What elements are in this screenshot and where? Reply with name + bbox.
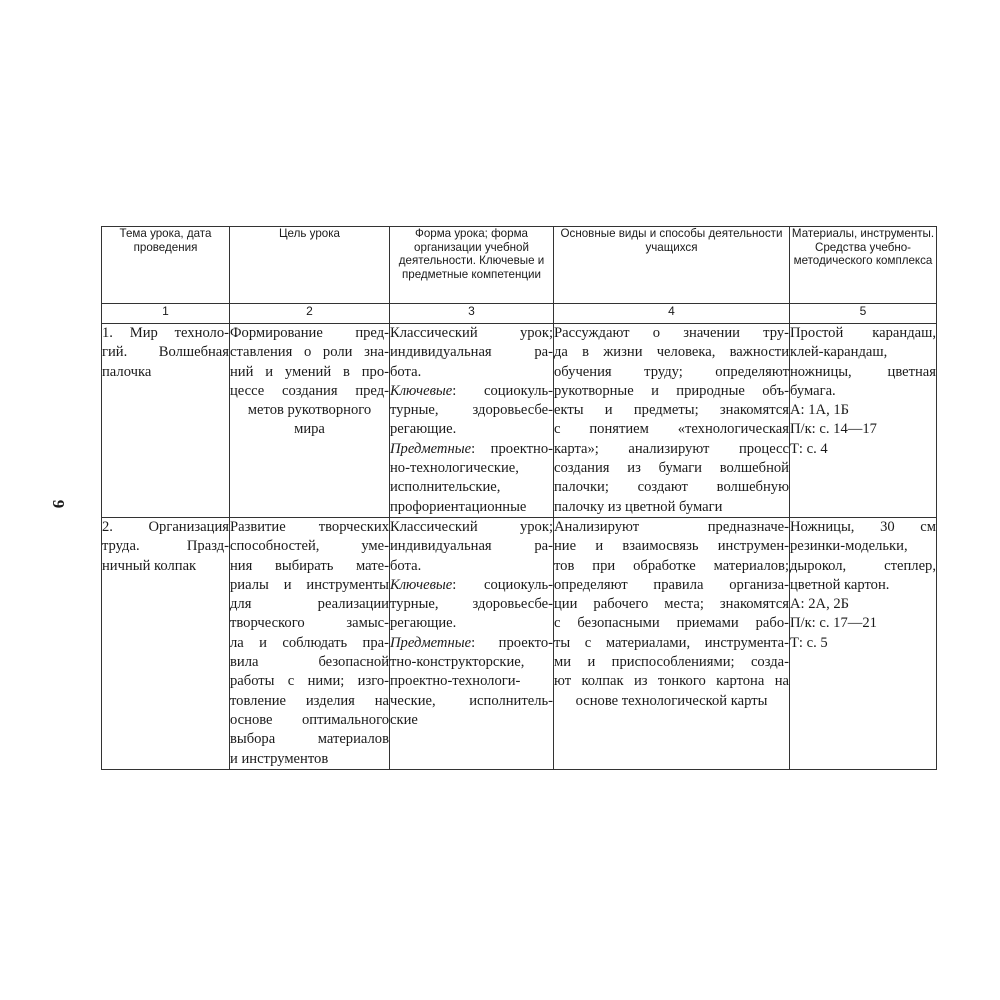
header-activities: Основные виды и способы деятельности учащихся <box>554 227 790 304</box>
text-line: ние и взаимосвязь инструмен- <box>554 538 789 555</box>
text-line <box>390 382 553 401</box>
cell-goal <box>230 324 390 518</box>
text-fragment: : социокуль- <box>452 576 553 593</box>
text-line: с безопасными приемами рабо- <box>554 615 789 632</box>
text-line: бота. <box>390 363 422 380</box>
text-line: ты с материалами, инструмента- <box>554 634 789 651</box>
text-line: профориентационные <box>390 498 527 515</box>
text-line: метов рукотворного <box>247 402 372 419</box>
cell-activities <box>554 517 790 769</box>
text-line: ла и соблюдать пра- <box>230 634 389 651</box>
text-line: индивидуальная ра- <box>390 538 553 555</box>
text-line: способностей, уме- <box>230 538 389 555</box>
text-line: творческого замыс- <box>230 615 389 632</box>
text-line: ют колпак из тонкого картона на <box>554 673 789 690</box>
text-line: Формирование пред- <box>230 325 389 341</box>
header-form: Форма урока; форма организации учебной деятельности. Ключевые и предметные компетенции <box>390 227 554 304</box>
text-line: Простой карандаш, <box>790 325 936 341</box>
text-line: работы с ними; изго- <box>230 673 389 690</box>
header-materials: Материалы, инструменты. Средства учебно-методического комплекса <box>790 227 937 304</box>
text-line: А: 2А, 2Б <box>790 596 850 613</box>
key-competence-label: Ключевые <box>390 382 453 399</box>
table-row <box>102 517 937 769</box>
text-line: П/к: с. 17—21 <box>790 615 877 632</box>
cell-materials <box>790 324 937 518</box>
text-line: проектно-технологи- <box>390 673 521 690</box>
text-fragment: : проекто- <box>471 634 553 651</box>
text-line: тов при обработке материалов; <box>554 557 789 574</box>
text-line: гий. Волшебная <box>102 344 229 361</box>
column-number: 1 <box>102 304 230 324</box>
cell-topic <box>102 517 230 769</box>
cell-topic <box>102 324 230 518</box>
text-line: ские <box>390 711 418 728</box>
text-line: ния выбирать мате- <box>230 557 389 574</box>
text-line <box>390 634 553 653</box>
text-line: Развитие творческих <box>230 518 389 535</box>
table-header-row <box>102 227 937 304</box>
text-line: мира <box>294 421 325 438</box>
text-line: тно-конструкторские, <box>390 654 525 671</box>
text-line: ножницы, цветная <box>790 363 936 380</box>
text-line: дырокол, степлер, <box>790 557 936 574</box>
text-line <box>390 440 553 459</box>
text-line: ции рабочего места; знакомятся <box>554 596 789 613</box>
text-line: резинки-модельки, <box>790 538 908 555</box>
text-line: регающие. <box>390 615 457 632</box>
text-line: риалы и инструменты <box>230 576 389 593</box>
text-line <box>390 576 553 595</box>
text-line: палочки; создают волшебную <box>554 479 789 496</box>
text-line: карта»; анализируют процесс <box>554 440 789 457</box>
text-line: основе технологической карты <box>575 692 768 709</box>
header-topic: Тема урока, дата проведения <box>102 227 230 304</box>
text-line: Ножницы, 30 см <box>790 518 936 535</box>
text-line: Анализируют предназначе- <box>554 518 789 535</box>
text-line: Т: с. 4 <box>790 440 828 457</box>
text-fragment: : проектно- <box>471 440 553 457</box>
text-line: регающие. <box>390 421 457 438</box>
text-line: палочка <box>102 363 152 380</box>
subject-competence-label: Предметные <box>390 634 472 651</box>
cell-form <box>390 324 554 518</box>
text-line: клей-карандаш, <box>790 344 888 361</box>
text-line: турные, здоровьесбе- <box>390 596 553 613</box>
text-line: Классический урок; <box>390 325 553 341</box>
text-line: бумага. <box>790 382 836 399</box>
text-line: да в жизни человека, важности <box>554 344 789 361</box>
text-line: рукотворные и природные объ- <box>554 382 789 399</box>
text-line: Т: с. 5 <box>790 634 828 651</box>
subject-competence-label: Предметные <box>390 440 472 457</box>
text-line: Рассуждают о значении тру- <box>554 325 789 341</box>
column-number: 2 <box>230 304 390 324</box>
text-line: обучения труду; определяют <box>554 363 789 380</box>
text-line: П/к: с. 14—17 <box>790 421 877 438</box>
text-fragment: : социокуль- <box>452 382 553 399</box>
text-line: турные, здоровьесбе- <box>390 402 553 419</box>
text-line: ми и приспособлениями; созда- <box>554 654 789 671</box>
text-line: с понятием «технологическая <box>554 421 789 438</box>
cell-materials <box>790 517 937 769</box>
text-line: индивидуальная ра- <box>390 344 553 361</box>
text-line: определяют правила организа- <box>554 576 789 593</box>
text-line: цессе создания пред- <box>230 382 389 399</box>
text-line: исполнительские, <box>390 479 501 496</box>
cell-activities <box>554 324 790 518</box>
lesson-plan-table <box>101 226 937 770</box>
text-line: ческие, исполнитель- <box>390 692 553 709</box>
text-line: и инструментов <box>230 750 329 767</box>
text-line: 1. Мир техноло- <box>102 325 229 341</box>
text-line: екты и предметы; знакомятся <box>554 402 789 419</box>
column-number-row <box>102 304 937 324</box>
text-line: цветной картон. <box>790 576 890 593</box>
page-number: 9 <box>49 499 68 509</box>
text-line: бота. <box>390 557 422 574</box>
column-number: 4 <box>554 304 790 324</box>
text-line: вила безопасной <box>230 654 389 671</box>
text-line: Классический урок; <box>390 518 553 535</box>
text-line: ставления о роли зна- <box>230 344 389 361</box>
text-line: товление изделия на <box>230 692 389 709</box>
text-line: основе оптимального <box>230 711 389 728</box>
text-line: 2. Организация <box>102 518 229 535</box>
text-line: создания из бумаги волшебной <box>554 460 789 477</box>
key-competence-label: Ключевые <box>390 576 453 593</box>
text-line: для реализации <box>230 596 389 613</box>
column-number: 3 <box>390 304 554 324</box>
column-number: 5 <box>790 304 937 324</box>
table-row <box>102 324 937 518</box>
cell-form <box>390 517 554 769</box>
text-line: палочку из цветной бумаги <box>554 498 723 515</box>
text-line: выбора материалов <box>230 731 389 748</box>
text-line: ничный колпак <box>102 557 197 574</box>
text-line: ний и умений в про- <box>230 363 389 380</box>
text-line: но-технологические, <box>390 460 519 477</box>
header-goal: Цель урока <box>230 227 390 304</box>
text-line: труда. Празд- <box>102 538 229 555</box>
cell-goal <box>230 517 390 769</box>
text-line: А: 1А, 1Б <box>790 402 850 419</box>
